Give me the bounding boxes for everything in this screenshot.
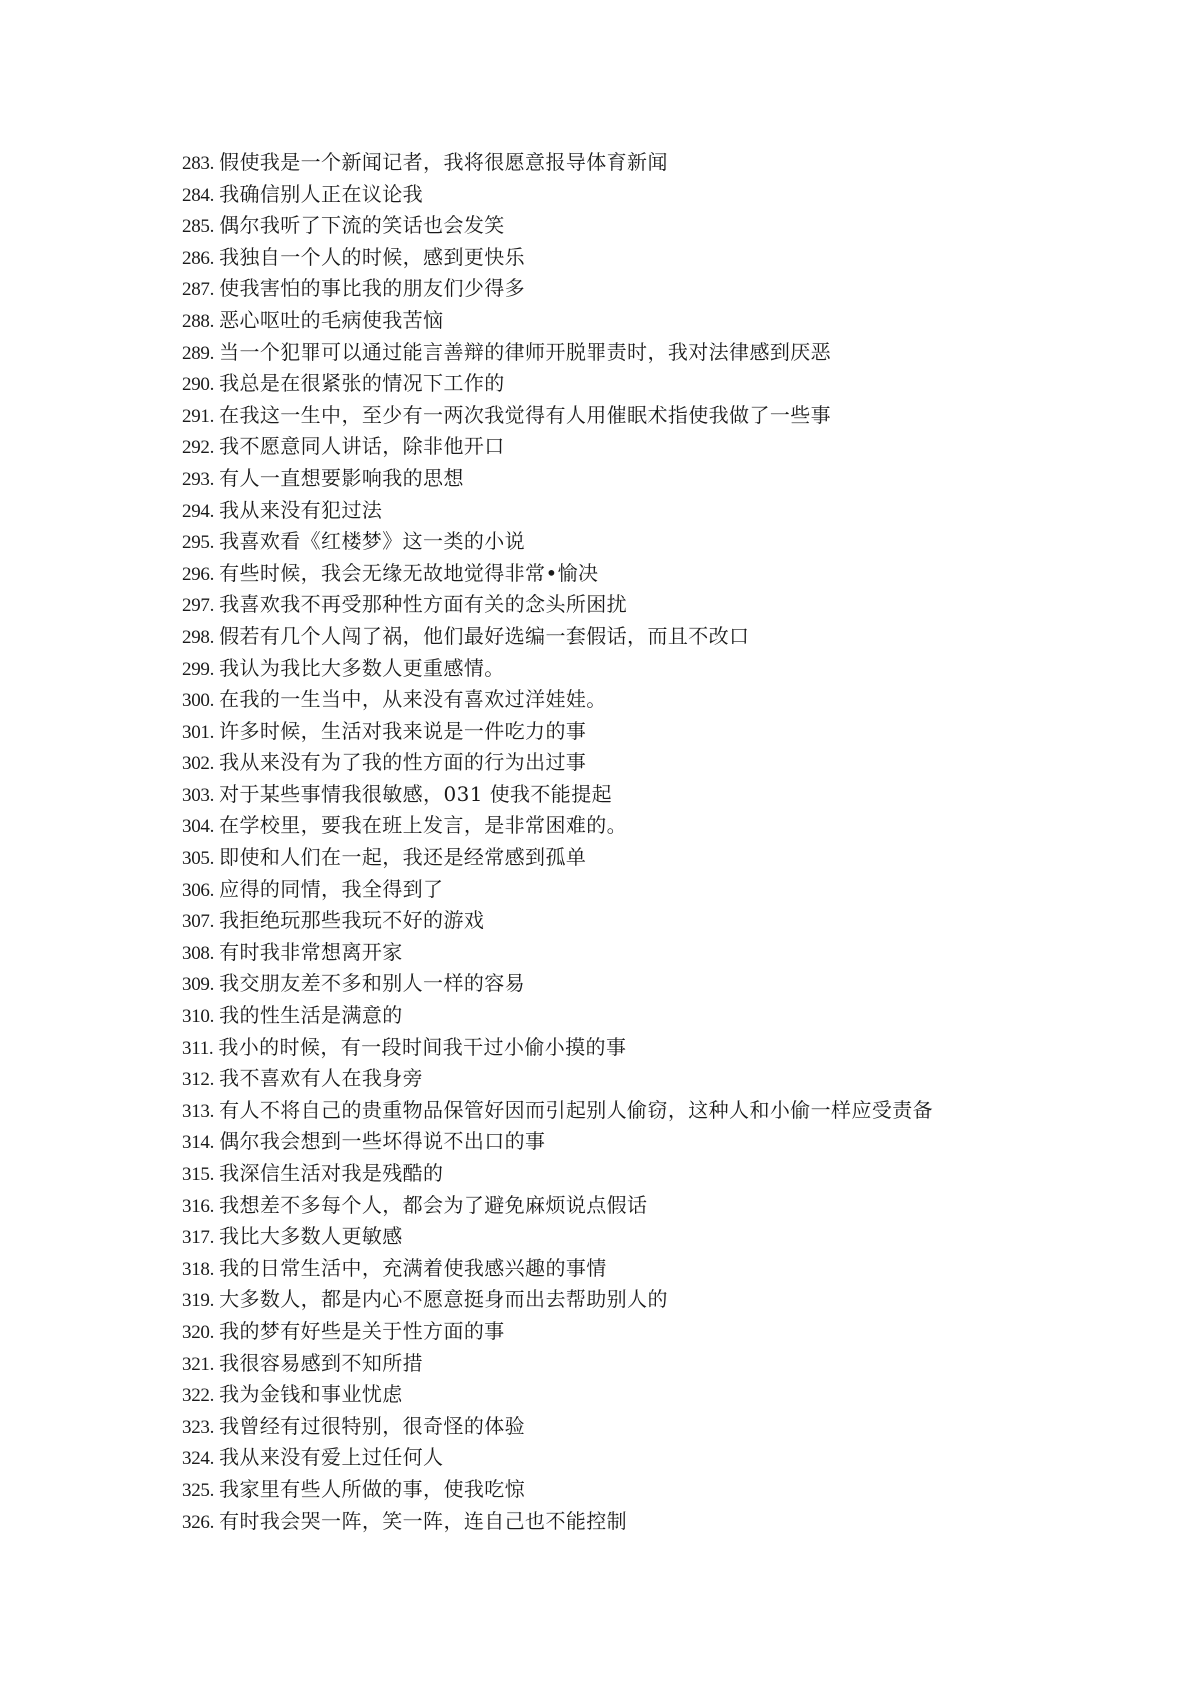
item-text: 恶心呕吐的毛病使我苦恼 [219, 307, 444, 332]
item-text: 偶尔我听了下流的笑话也会发笑 [219, 213, 505, 238]
item-text: 我总是在很紧张的情况下工作的 [219, 371, 505, 396]
item-number: 313. [182, 1100, 215, 1122]
list-item [182, 1063, 1172, 1095]
item-text: 应得的同情，我全得到了 [219, 876, 444, 901]
item-text: 假若有几个人闯了祸，他们最好选编一套假话，而且不改口 [219, 623, 750, 648]
item-number: 303. [182, 784, 215, 806]
list-item [182, 179, 1172, 211]
item-text: 在我的一生当中，从来没有喜欢过洋娃娃。 [219, 687, 607, 712]
item-number: 317. [182, 1227, 215, 1249]
list-item [182, 337, 1172, 369]
list-item [182, 653, 1172, 685]
item-number: 325. [182, 1479, 215, 1501]
list-item [182, 368, 1172, 400]
list-item [182, 242, 1172, 274]
item-text: 许多时候，生活对我来说是一件吃力的事 [219, 718, 587, 743]
item-number: 294. [182, 500, 215, 522]
item-number: 305. [182, 848, 215, 870]
item-number: 298. [182, 626, 215, 648]
list-item [182, 1158, 1172, 1190]
list-item [182, 273, 1172, 305]
list-item [182, 1126, 1172, 1158]
item-number: 319. [182, 1290, 215, 1312]
list-item [182, 526, 1172, 558]
item-text: 我独自一个人的时候，感到更快乐 [219, 244, 526, 269]
item-number: 288. [182, 310, 215, 332]
item-number: 301. [182, 721, 215, 743]
item-number: 299. [182, 658, 215, 680]
list-item [182, 621, 1172, 653]
item-text: 我家里有些人所做的事，使我吃惊 [219, 1476, 526, 1501]
item-text: 我的性生活是满意的 [219, 1003, 403, 1028]
item-text: 我从来没有为了我的性方面的行为出过事 [219, 750, 587, 775]
item-text: 我小的时候，有一段时间我干过小偷小摸的事 [218, 1034, 627, 1059]
list-item [182, 937, 1172, 969]
item-number: 300. [182, 690, 215, 712]
item-number: 318. [182, 1258, 215, 1280]
list-item [182, 1474, 1172, 1506]
list-item [182, 1032, 1172, 1064]
item-number: 326. [182, 1511, 215, 1533]
item-text: 有时我会哭一阵，笑一阵，连自己也不能控制 [219, 1508, 628, 1533]
item-number: 307. [182, 911, 215, 933]
list-item [182, 1316, 1172, 1348]
item-text: 我曾经有过很特别，很奇怪的体验 [219, 1413, 526, 1438]
list-item [182, 810, 1172, 842]
list-item [182, 747, 1172, 779]
item-text: 我从来没有爱上过任何人 [219, 1445, 444, 1470]
item-number: 283. [182, 153, 215, 174]
item-text: 在学校里，要我在班上发言，是非常困难的。 [219, 813, 628, 838]
item-text: 我喜欢看《红楼梦》这一类的小说 [219, 529, 526, 554]
list-item [182, 305, 1172, 337]
item-text: 我的梦有好些是关于性方面的事 [219, 1318, 505, 1343]
list-item [182, 1379, 1172, 1411]
item-number: 293. [182, 468, 215, 490]
item-text: 我不愿意同人讲话，除非他开口 [219, 434, 505, 459]
item-text: 我的日常生活中，充满着使我感兴趣的事情 [219, 1255, 607, 1280]
item-number: 314. [182, 1132, 215, 1154]
item-text: 在我这一生中，至少有一两次我觉得有人用催眠术指使我做了一些事 [219, 402, 832, 427]
item-text: 大多数人，都是内心不愿意挺身而出去帮助别人的 [219, 1287, 668, 1312]
item-text: 我不喜欢有人在我身旁 [219, 1066, 424, 1091]
item-text: 我从来没有犯过法 [219, 497, 383, 522]
list-item [182, 684, 1172, 716]
item-text: 有人不将自己的贵重物品保管好因而引起别人偷窃，这种人和小偷一样应受责备 [219, 1097, 934, 1122]
list-item [182, 1095, 1172, 1127]
item-text: 我想差不多每个人，都会为了避免麻烦说点假话 [219, 1192, 648, 1217]
list-item [182, 905, 1172, 937]
item-text: 使我害怕的事比我的朋友们少得多 [219, 276, 526, 301]
item-text: 有人一直想要影响我的思想 [219, 465, 464, 490]
item-number: 296. [182, 563, 215, 585]
item-text: 我为金钱和事业忧虑 [219, 1382, 403, 1407]
list-item [182, 716, 1172, 748]
list-item [182, 463, 1172, 495]
list-item [182, 1221, 1172, 1253]
item-text: 我拒绝玩那些我玩不好的游戏 [219, 908, 485, 933]
list-item [182, 842, 1172, 874]
item-number: 320. [182, 1321, 215, 1343]
item-number: 287. [182, 279, 215, 301]
item-number: 324. [182, 1448, 215, 1470]
list-item [182, 558, 1172, 590]
item-number: 304. [182, 816, 215, 838]
item-number: 284. [182, 184, 215, 206]
item-text: 我认为我比大多数人更重感情。 [219, 655, 505, 680]
item-number: 315. [182, 1164, 215, 1185]
list-item [182, 147, 1172, 179]
list-item [182, 968, 1172, 1000]
list-item [182, 1411, 1172, 1443]
item-number: 309. [182, 974, 215, 996]
list-item [182, 589, 1172, 621]
list-item [182, 1348, 1172, 1380]
item-text: 我深信生活对我是残酷的 [219, 1161, 444, 1185]
list-item [182, 431, 1172, 463]
list-item [182, 1442, 1172, 1474]
list-item [182, 1190, 1172, 1222]
item-number: 292. [182, 437, 215, 459]
list-item [182, 495, 1172, 527]
item-number: 322. [182, 1385, 215, 1407]
item-number: 291. [182, 405, 215, 427]
list-item [182, 874, 1172, 906]
statement-list [182, 147, 1172, 1537]
item-number: 289. [182, 342, 215, 364]
item-number: 285. [182, 216, 215, 238]
item-text: 即使和人们在一起，我还是经常感到孤单 [219, 845, 587, 870]
item-number: 321. [182, 1353, 215, 1375]
list-item [182, 1284, 1172, 1316]
item-number: 308. [182, 942, 215, 964]
item-text: 我交朋友差不多和别人一样的容易 [219, 971, 526, 996]
item-number: 323. [182, 1416, 215, 1438]
item-number: 311. [182, 1037, 214, 1059]
item-text: 假使我是一个新闻记者，我将很愿意报导体育新闻 [219, 150, 668, 174]
item-number: 290. [182, 374, 215, 396]
item-text: 我很容易感到不知所措 [219, 1350, 424, 1375]
item-text: 我喜欢我不再受那种性方面有关的念头所困扰 [219, 592, 628, 617]
item-text: 当一个犯罪可以通过能言善辩的律师开脱罪责时，我对法律感到厌恶 [219, 339, 832, 364]
item-number: 286. [182, 247, 215, 269]
item-number: 312. [182, 1069, 215, 1091]
list-item [182, 400, 1172, 432]
list-item [182, 210, 1172, 242]
list-item [182, 1253, 1172, 1285]
item-number: 316. [182, 1195, 215, 1217]
item-number: 297. [182, 595, 215, 617]
list-item [182, 1000, 1172, 1032]
item-text: 我比大多数人更敏感 [219, 1224, 403, 1249]
item-text: 我确信别人正在议论我 [219, 181, 424, 206]
item-text: 偶尔我会想到一些坏得说不出口的事 [219, 1129, 546, 1154]
item-number: 310. [182, 1006, 215, 1028]
list-item [182, 1506, 1172, 1538]
item-number: 302. [182, 753, 215, 775]
item-text: 有时我非常想离开家 [219, 939, 403, 964]
list-item [182, 779, 1172, 811]
item-number: 295. [182, 532, 215, 554]
item-number: 306. [182, 879, 215, 901]
item-text: 对于某些事情我很敏感，031 使我不能提起 [219, 781, 612, 806]
item-text: 有些时候，我会无缘无故地觉得非常•愉决 [219, 560, 599, 585]
